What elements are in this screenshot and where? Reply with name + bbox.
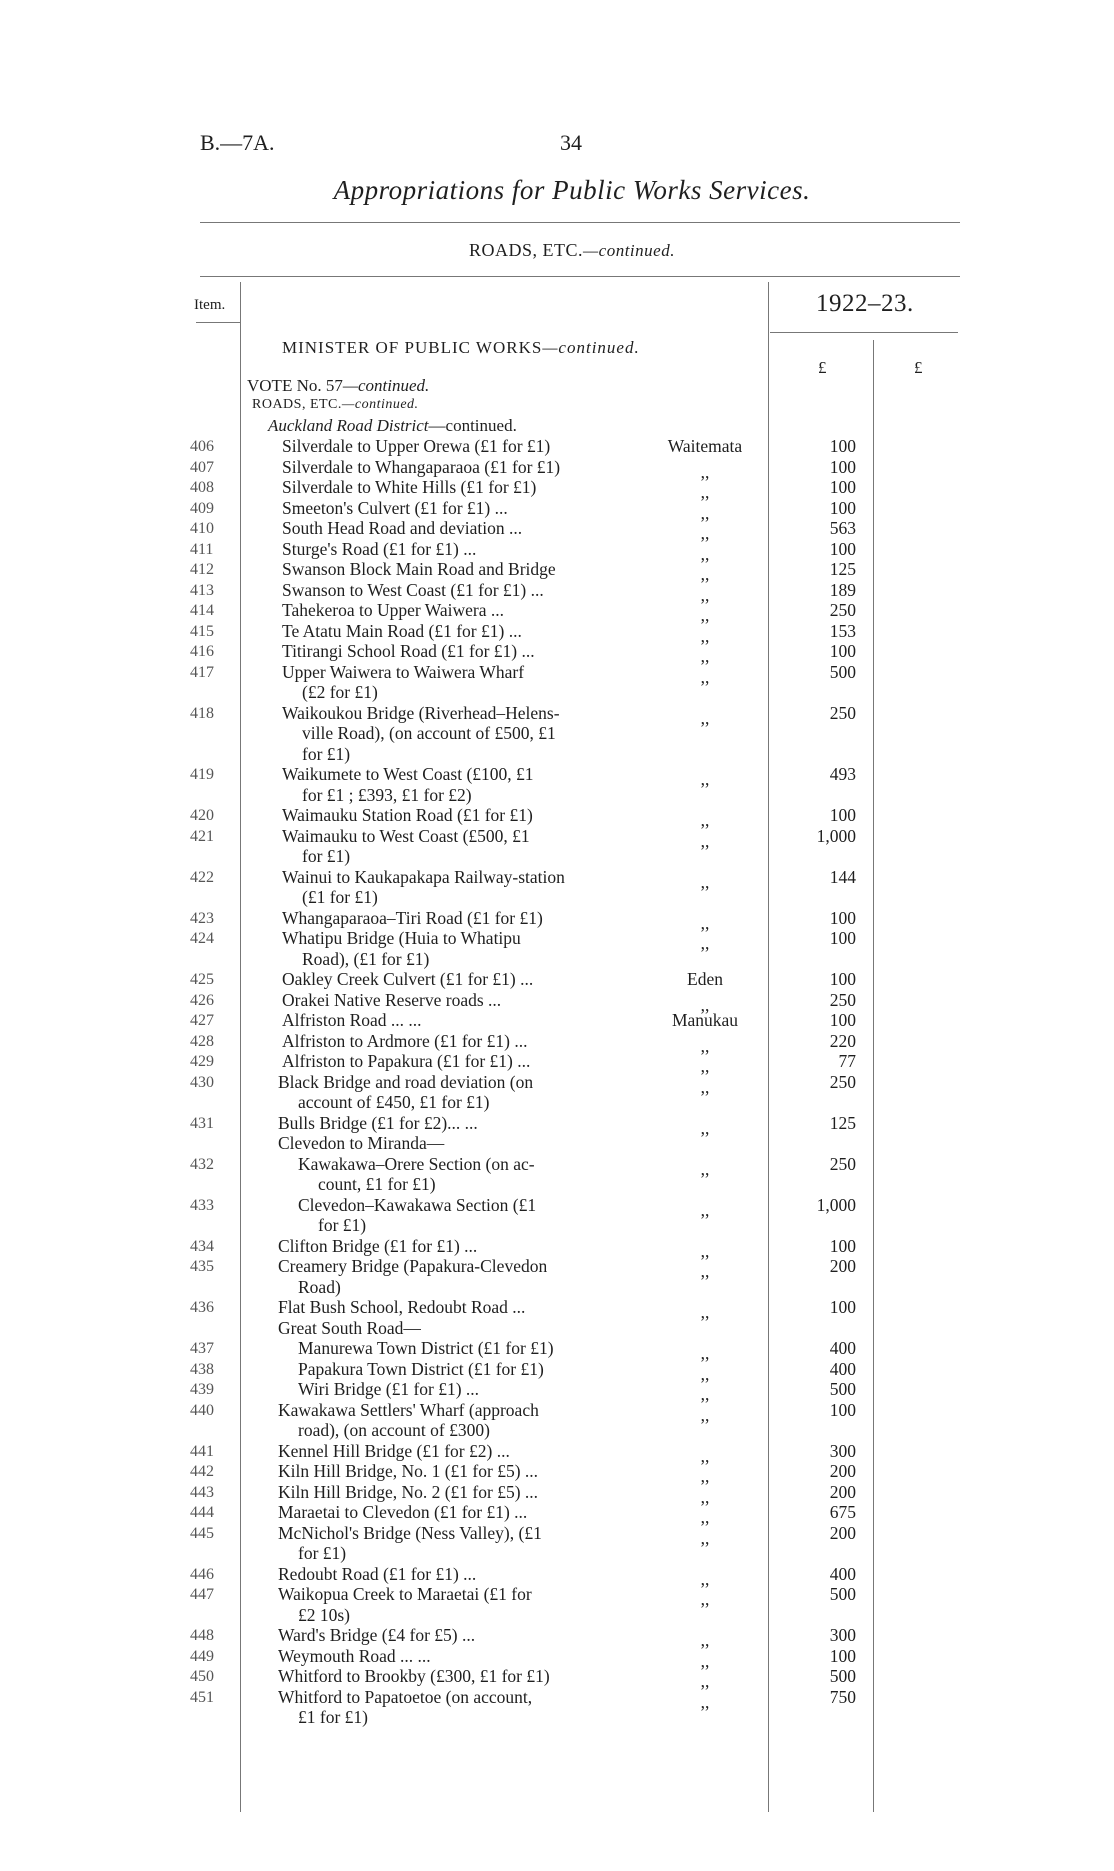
- roads-heading: [252, 397, 419, 413]
- item-description: Clifton Bridge (£1 for £1) ...: [278, 1235, 478, 1256]
- pound-column-divider: [873, 340, 874, 1812]
- item-number: 426: [190, 991, 214, 1009]
- amount: 1,000: [816, 1194, 856, 1215]
- electorate: ,,: [700, 994, 710, 1015]
- amount: 144: [829, 866, 856, 887]
- item-description: Smeeton's Culvert (£1 for £1) ...: [282, 497, 508, 518]
- electorate: ,,: [700, 1302, 710, 1322]
- electorate: ,,: [700, 1671, 710, 1691]
- amount: 100: [829, 456, 856, 477]
- amount: 250: [829, 1153, 856, 1174]
- item-description: Swanson Block Main Road and Bridge: [282, 559, 556, 579]
- electorate: ,,: [700, 1507, 710, 1527]
- item-description: Silverdale to White Hills (£1 for £1): [282, 477, 537, 497]
- item-number: 422: [190, 868, 214, 886]
- amount: 250: [829, 989, 856, 1010]
- item-description-continued: for £1 ; £393, £1 for £2): [302, 784, 472, 805]
- item-number: 438: [190, 1360, 214, 1378]
- document-reference: B.—7A.: [200, 130, 275, 155]
- amount: 100: [829, 1297, 856, 1317]
- item-number: 437: [190, 1340, 214, 1357]
- item-description: McNichol's Bridge (Ness Valley), (£1: [278, 1522, 542, 1543]
- electorate: ,,: [700, 1076, 710, 1097]
- table-top-rule: [200, 276, 960, 277]
- section-title: [0, 240, 1114, 261]
- district-name: Auckland Road District: [268, 416, 429, 435]
- item-description: Great South Road—: [278, 1317, 421, 1338]
- electorate: ,,: [700, 584, 710, 605]
- item-description: Kennel Hill Bridge (£1 for £2) ...: [278, 1440, 510, 1461]
- item-description: Black Bridge and road deviation (on: [278, 1071, 534, 1092]
- amount: 100: [829, 907, 856, 928]
- item-description: Alfriston to Papakura (£1 for £1) ...: [282, 1051, 531, 1071]
- page-title: Appropriations for Public Works Services.: [333, 175, 811, 205]
- item-number: 429: [190, 1053, 214, 1070]
- electorate: ,,: [700, 1650, 710, 1671]
- item-number: 432: [190, 1155, 214, 1173]
- page-number: 34: [560, 130, 582, 155]
- amount: 200: [829, 1522, 856, 1543]
- item-description: Alfriston to Ardmore (£1 for £1) ...: [282, 1030, 528, 1051]
- amount: 200: [829, 1256, 856, 1276]
- section-continued: —continued.: [583, 241, 675, 260]
- item-number: 412: [190, 561, 214, 578]
- item-description: Whitford to Brookby (£300, £1 for £1): [278, 1666, 550, 1686]
- roads-continued: —continued.: [341, 397, 419, 412]
- electorate: ,,: [700, 523, 710, 543]
- amount: 100: [829, 1645, 856, 1666]
- item-number: 439: [190, 1381, 214, 1398]
- item-number: 449: [190, 1647, 214, 1665]
- item-number: 416: [190, 643, 214, 660]
- item-number: 436: [190, 1299, 214, 1316]
- amount: 400: [829, 1563, 856, 1584]
- item-description: Orakei Native Reserve roads ...: [282, 989, 502, 1010]
- electorate: ,,: [700, 1691, 710, 1712]
- item-number: 441: [190, 1442, 214, 1460]
- electorate: ,,: [700, 707, 710, 728]
- amount: 100: [829, 928, 856, 948]
- amount: 100: [829, 641, 856, 661]
- item-number: 448: [190, 1627, 214, 1644]
- item-number: 450: [190, 1668, 214, 1685]
- amount: 200: [829, 1461, 856, 1481]
- electorate: ,,: [700, 625, 710, 646]
- amount: 200: [829, 1481, 856, 1502]
- item-description: Whitford to Papatoetoe (on account,: [278, 1686, 533, 1707]
- item-number: 440: [190, 1401, 214, 1419]
- item-column-divider: [240, 282, 241, 1812]
- amount: 220: [829, 1030, 856, 1051]
- item-description: Flat Bush School, Redoubt Road ...: [278, 1297, 526, 1317]
- item-number: 430: [190, 1073, 214, 1091]
- amount: 250: [829, 702, 856, 723]
- item-description: Waikoukou Bridge (Riverhead–Helens-: [282, 702, 560, 723]
- amount: 250: [829, 600, 856, 620]
- electorate: ,,: [700, 1158, 710, 1179]
- item-description-continued: for £1): [298, 1543, 347, 1563]
- item-description-continued: £2 10s): [298, 1604, 351, 1625]
- item-number: 428: [190, 1032, 214, 1050]
- electorate: ,,: [700, 1261, 710, 1281]
- item-description: Kawakawa–Orere Section (on ac-: [298, 1153, 535, 1174]
- item-description: Ward's Bridge (£4 for £5) ...: [278, 1625, 476, 1645]
- pound-header-1: £: [818, 358, 827, 377]
- item-description: Sturge's Road (£1 for £1) ...: [282, 538, 477, 559]
- item-description-continued: for £1): [318, 1215, 367, 1235]
- item-number: 425: [190, 971, 214, 988]
- electorate: ,,: [700, 912, 710, 933]
- item-description-continued: road), (on account of £300): [298, 1420, 490, 1440]
- electorate: ,,: [700, 1486, 710, 1507]
- item-number: 445: [190, 1524, 214, 1542]
- item-number: 407: [190, 458, 214, 476]
- item-number: 447: [190, 1586, 214, 1603]
- amount: 153: [829, 620, 856, 641]
- amount: 563: [829, 518, 856, 538]
- electorate: Manukau: [671, 1010, 739, 1030]
- minister-continued: —continued.: [542, 338, 640, 357]
- item-description: Upper Waiwera to Waiwera Wharf: [282, 661, 525, 682]
- item-description-continued: (£1 for £1): [302, 887, 378, 907]
- item-number: 419: [190, 766, 214, 783]
- electorate: ,,: [700, 1199, 710, 1220]
- item-description: Clevedon to Miranda—: [278, 1133, 445, 1153]
- amount: 500: [829, 661, 856, 682]
- electorate: ,,: [700, 482, 710, 502]
- amount: 100: [829, 805, 856, 825]
- amount: 100: [829, 1399, 856, 1420]
- item-number: 434: [190, 1237, 214, 1255]
- amount: 400: [829, 1358, 856, 1379]
- amount: 189: [829, 579, 856, 600]
- electorate: ,,: [700, 1445, 710, 1466]
- pound-header-2: £: [914, 358, 923, 377]
- item-description: Weymouth Road ... ...: [278, 1645, 431, 1666]
- item-number: 427: [190, 1012, 214, 1029]
- item-number: 409: [190, 499, 214, 517]
- amount: 125: [829, 1112, 856, 1133]
- item-description: Te Atatu Main Road (£1 for £1) ...: [282, 620, 522, 641]
- amount: 100: [829, 969, 856, 989]
- item-description: Maraetai to Clevedon (£1 for £1) ...: [278, 1502, 528, 1522]
- item-number: 413: [190, 581, 214, 599]
- vote-heading: [247, 376, 429, 396]
- item-description: Oakley Creek Culvert (£1 for £1) ...: [282, 969, 534, 989]
- year-header-rule: [770, 332, 958, 333]
- item-description: Creamery Bridge (Papakura-Clevedon: [278, 1256, 548, 1276]
- electorate: ,,: [700, 1466, 710, 1486]
- amount: 493: [829, 764, 856, 784]
- amount: 100: [829, 436, 856, 456]
- item-description: Waimauku Station Road (£1 for £1): [282, 805, 533, 825]
- item-number: 408: [190, 479, 214, 496]
- item-number: 442: [190, 1463, 214, 1480]
- amount: 400: [829, 1338, 856, 1358]
- amount: 100: [829, 1235, 856, 1256]
- electorate: ,,: [700, 1568, 710, 1589]
- electorate: ,,: [700, 1384, 710, 1404]
- item-number: 415: [190, 622, 214, 640]
- amount: 125: [829, 559, 856, 579]
- item-description: Silverdale to Upper Orewa (£1 for £1): [282, 436, 551, 456]
- year-column-header: 1922–23.: [816, 290, 914, 317]
- item-description: Swanson to West Coast (£1 for £1) ...: [282, 579, 544, 600]
- title-rule: [200, 222, 960, 223]
- item-description: Tahekeroa to Upper Waiwera ...: [282, 600, 505, 620]
- electorate: ,,: [700, 646, 710, 666]
- electorate: ,,: [700, 666, 710, 687]
- amount: 500: [829, 1584, 856, 1604]
- amount: 750: [829, 1686, 856, 1707]
- electorate: ,,: [700, 543, 710, 564]
- amount: 675: [829, 1502, 856, 1522]
- electorate: ,,: [700, 1363, 710, 1384]
- item-number: 421: [190, 827, 214, 845]
- item-description-continued: count, £1 for £1): [318, 1174, 436, 1194]
- electorate: ,,: [700, 502, 710, 523]
- electorate: ,,: [700, 830, 710, 851]
- item-number: 451: [190, 1688, 214, 1706]
- item-description: Waimauku to West Coast (£500, £1: [282, 825, 530, 846]
- item-description: Wainui to Kaukapakapa Railway-station: [282, 866, 565, 887]
- electorate: ,,: [700, 605, 710, 625]
- district-continued: —continued.: [428, 416, 517, 435]
- amount: 300: [829, 1625, 856, 1645]
- minister-name: MINISTER OF PUBLIC WORKS: [282, 338, 543, 357]
- item-description: Waikopua Creek to Maraetai (£1 for: [278, 1584, 532, 1604]
- electorate: ,,: [700, 769, 710, 789]
- item-description-continued: for £1): [302, 846, 351, 866]
- electorate: ,,: [700, 1056, 710, 1076]
- item-description: Waikumete to West Coast (£100, £1: [282, 764, 534, 784]
- amount: 100: [829, 477, 856, 497]
- item-description: Papakura Town District (£1 for £1): [298, 1358, 544, 1379]
- amount: 500: [829, 1666, 856, 1686]
- item-header-rule: [196, 322, 240, 323]
- amount: 100: [829, 538, 856, 559]
- amount: 100: [829, 1010, 856, 1030]
- section-name: ROADS, ETC.: [469, 240, 584, 260]
- electorate: ,,: [700, 871, 710, 892]
- electorate: ,,: [700, 1589, 710, 1609]
- electorate: ,,: [700, 1630, 710, 1650]
- amount: 100: [829, 497, 856, 518]
- district-heading: [268, 416, 517, 436]
- item-column-header: Item.: [194, 297, 226, 313]
- item-description: Redoubt Road (£1 for £1) ...: [278, 1563, 477, 1584]
- item-number: 420: [190, 807, 214, 824]
- item-number: 433: [190, 1196, 214, 1214]
- vote-continued: —continued.: [342, 376, 430, 395]
- item-number: 443: [190, 1483, 214, 1501]
- item-description-continued: £1 for £1): [298, 1707, 368, 1727]
- electorate: ,,: [700, 564, 710, 584]
- item-description: Whangaparaoa–Tiri Road (£1 for £1): [282, 907, 543, 928]
- item-description-continued: for £1): [302, 743, 351, 764]
- item-description: Alfriston Road ... ...: [282, 1010, 422, 1030]
- minister-heading: [282, 338, 640, 358]
- item-number: 424: [190, 930, 214, 947]
- amount: 250: [829, 1071, 856, 1092]
- item-description: Manurewa Town District (£1 for £1): [298, 1338, 554, 1358]
- item-description-continued: (£2 for £1): [302, 682, 378, 702]
- item-description: Bulls Bridge (£1 for £2)... ...: [278, 1112, 478, 1133]
- electorate: Waitemata: [667, 436, 743, 456]
- electorate: ,,: [700, 1343, 710, 1363]
- item-description: Kawakawa Settlers' Wharf (approach: [278, 1399, 539, 1420]
- electorate: ,,: [700, 810, 710, 830]
- item-description: Clevedon–Kawakawa Section (£1: [298, 1194, 537, 1215]
- electorate: Eden: [687, 969, 723, 989]
- amount: 500: [829, 1379, 856, 1399]
- item-description-continued: ville Road), (on account of £500, £1: [302, 723, 556, 743]
- item-number: 410: [190, 520, 214, 537]
- item-number: 444: [190, 1504, 214, 1521]
- electorate: ,,: [700, 1404, 710, 1425]
- roads-name: ROADS, ETC.: [252, 397, 342, 412]
- amount: 300: [829, 1440, 856, 1461]
- item-description: South Head Road and deviation ...: [282, 518, 523, 538]
- item-description: Whatipu Bridge (Huia to Whatipu: [282, 928, 521, 948]
- item-description: Kiln Hill Bridge, No. 1 (£1 for £5) ...: [278, 1461, 539, 1481]
- item-number: 431: [190, 1114, 214, 1132]
- electorate: ,,: [700, 933, 710, 953]
- vote-name: VOTE No. 57: [247, 376, 343, 395]
- electorate: ,,: [700, 1035, 710, 1056]
- item-description-continued: account of £450, £1 for £1): [298, 1092, 490, 1112]
- item-number: 414: [190, 602, 214, 619]
- item-number: 446: [190, 1565, 214, 1583]
- item-number: 417: [190, 663, 214, 681]
- item-description-continued: Road): [298, 1276, 341, 1297]
- electorate: ,,: [700, 1240, 710, 1261]
- item-description: Kiln Hill Bridge, No. 2 (£1 for £5) ...: [278, 1481, 539, 1502]
- item-number: 406: [190, 438, 214, 455]
- amount-column-divider: [768, 282, 769, 1812]
- electorate: ,,: [700, 1117, 710, 1138]
- item-description-continued: Road), (£1 for £1): [302, 948, 430, 969]
- item-description: Wiri Bridge (£1 for £1) ...: [298, 1379, 480, 1399]
- item-number: 411: [190, 540, 214, 558]
- item-number: 435: [190, 1258, 214, 1275]
- item-number: 418: [190, 704, 214, 722]
- electorate: ,,: [700, 461, 710, 482]
- item-description: Titirangi School Road (£1 for £1) ...: [282, 641, 535, 661]
- item-description: Silverdale to Whangaparaoa (£1 for £1): [282, 456, 561, 477]
- amount: 1,000: [816, 825, 856, 846]
- item-number: 423: [190, 909, 214, 927]
- electorate: ,,: [700, 1527, 710, 1548]
- amount: 77: [838, 1051, 856, 1071]
